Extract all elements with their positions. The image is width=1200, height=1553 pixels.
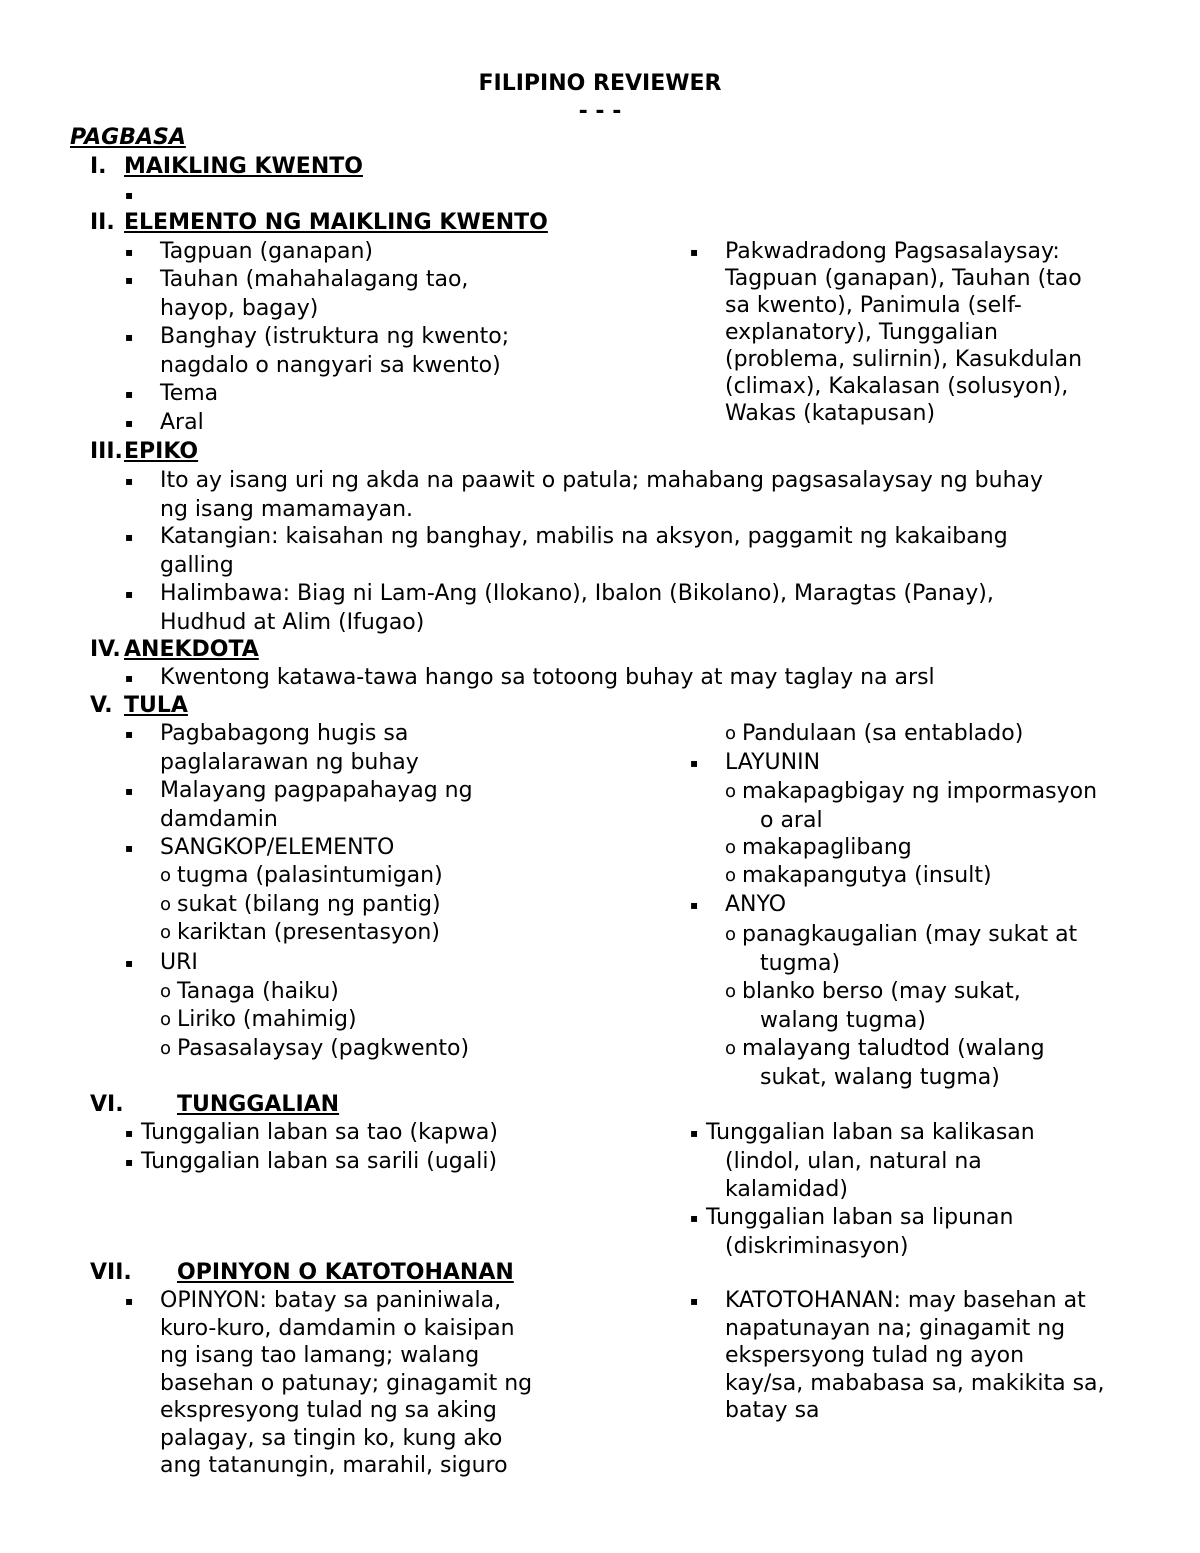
- bullet-icon: ▪: [690, 1294, 699, 1308]
- sub-list-item: Pandulaan (sa entablado): [742, 721, 1024, 746]
- bullet-icon: ▪: [125, 841, 134, 855]
- circle-bullet-icon: o: [160, 1038, 172, 1059]
- circle-bullet-icon: o: [725, 781, 737, 802]
- sub-list-item: kariktan (presentasyon): [177, 920, 440, 945]
- section-number-6: VI.: [90, 1092, 124, 1117]
- bullet-icon: ▪: [125, 1155, 134, 1169]
- bullet-icon: ▪: [690, 245, 699, 259]
- title-separator: - - -: [578, 99, 622, 124]
- list-item: Tunggalian laban sa sarili (ugali): [141, 1149, 498, 1174]
- bullet-icon: ▪: [125, 671, 134, 685]
- document-title: FILIPINO REVIEWER: [478, 71, 722, 96]
- bullet-icon: ▪: [690, 1211, 699, 1225]
- list-item: Tunggalian laban sa kalikasan (lindol, ulan, natural na kalamidad): [706, 1120, 1035, 1202]
- bullet-icon: ▪: [690, 898, 699, 912]
- heading-maikling-kwento: MAIKLING KWENTO: [124, 154, 363, 179]
- section-number-5: V.: [90, 693, 113, 718]
- list-item: ANYO: [725, 892, 787, 917]
- list-item: OPINYON: batay sa paniniwala, kuro-kuro, damdamin o kaisipan ng isang tao lamang; walang basehan o patunay; ginagamit ng ekspresyong tulad ng sa aking palagay, sa tingin ko, kung ako ang tatanungin, marahil, siguro: [160, 1288, 533, 1478]
- bullet-icon: ▪: [125, 1294, 134, 1308]
- section-number-4: IV.: [90, 637, 121, 662]
- empty-bullet: ▪: [125, 188, 134, 202]
- circle-bullet-icon: o: [160, 894, 172, 915]
- bullet-icon: ▪: [125, 387, 134, 401]
- sub-list-item: sukat (bilang ng pantig): [177, 892, 441, 917]
- list-item: KATOTOHANAN: may basehan at napatunayan na; ginagamit ng ekspersyong tulad ng ayon kay/sa, mababasa sa, makikita sa, batay sa: [725, 1288, 1105, 1423]
- circle-bullet-icon: o: [725, 924, 737, 945]
- sub-list-item: panagkaugalian (may sukat at tugma): [742, 922, 1078, 976]
- sub-list-item: makapagbigay ng impormasyon o aral: [742, 779, 1098, 833]
- sub-list-item: Pasasalaysay (pagkwento): [177, 1036, 470, 1061]
- heading-anekdota: ANEKDOTA: [124, 637, 259, 662]
- bullet-icon: ▪: [125, 245, 134, 259]
- sub-list-item: Tanaga (haiku): [177, 979, 339, 1004]
- bullet-icon: ▪: [125, 727, 134, 741]
- bullet-icon: ▪: [690, 756, 699, 770]
- circle-bullet-icon: o: [725, 837, 737, 858]
- heading-tunggalian: TUNGGALIAN: [177, 1092, 340, 1117]
- sub-list-item: Liriko (mahimig): [177, 1007, 357, 1032]
- circle-bullet-icon: o: [725, 1038, 737, 1059]
- sub-list-item: blanko berso (may sukat, walang tugma): [742, 979, 1021, 1033]
- section-number-1: I.: [90, 154, 107, 179]
- list-item: Pagbabagong hugis sa paglalarawan ng buhay: [160, 721, 419, 775]
- circle-bullet-icon: o: [725, 865, 737, 886]
- list-item: Aral: [160, 410, 204, 435]
- bullet-icon: ▪: [125, 530, 134, 544]
- heading-epiko: EPIKO: [124, 439, 199, 464]
- list-item: Katangian: kaisahan ng banghay, mabilis na aksyon, paggamit ng kakaibang galling: [160, 524, 1008, 578]
- list-item: Tunggalian laban sa lipunan (diskriminasyon): [706, 1205, 1014, 1259]
- bullet-icon: ▪: [125, 330, 134, 344]
- section-number-7: VII.: [90, 1260, 132, 1285]
- list-item: URI: [160, 950, 198, 975]
- bullet-icon: ▪: [125, 587, 134, 601]
- list-item: Tauhan (mahahalagang tao, hayop, bagay): [160, 267, 469, 321]
- sub-list-item: makapangutya (insult): [742, 863, 992, 888]
- bullet-icon: ▪: [125, 416, 134, 430]
- section-number-3: III.: [90, 439, 123, 464]
- heading-opinyon: OPINYON O KATOTOHANAN: [177, 1260, 514, 1285]
- bullet-icon: ▪: [125, 784, 134, 798]
- heading-tula: TULA: [124, 693, 188, 718]
- list-item: LAYUNIN: [725, 750, 821, 775]
- circle-bullet-icon: o: [725, 723, 737, 744]
- list-item: Kwentong katawa-tawa hango sa totoong buhay at may taglay na arsl: [160, 665, 935, 690]
- bullet-icon: ▪: [125, 956, 134, 970]
- circle-bullet-icon: o: [160, 922, 172, 943]
- list-item: Tunggalian laban sa tao (kapwa): [141, 1120, 498, 1145]
- list-item: Tagpuan (ganapan): [160, 239, 373, 264]
- bullet-icon: ▪: [690, 1126, 699, 1140]
- list-item: Halimbawa: Biag ni Lam-Ang (Ilokano), Ibalon (Bikolano), Maragtas (Panay), Hudhud at Alim (Ifugao): [160, 581, 994, 635]
- list-item: Banghay (istruktura ng kwento; nagdalo o nangyari sa kwento): [160, 324, 510, 378]
- list-item: Ito ay isang uri ng akda na paawit o patula; mahabang pagsasalaysay ng buhay ng isang mamamayan.: [160, 468, 1044, 522]
- list-item: Tema: [160, 381, 219, 406]
- circle-bullet-icon: o: [160, 865, 172, 886]
- circle-bullet-icon: o: [725, 981, 737, 1002]
- section-heading-pagbasa: PAGBASA: [70, 125, 186, 150]
- bullet-icon: ▪: [125, 474, 134, 488]
- list-item: SANGKOP/ELEMENTO: [160, 835, 395, 860]
- list-item: Malayang pagpapahayag ng damdamin: [160, 778, 473, 832]
- heading-elemento: ELEMENTO NG MAIKLING KWENTO: [124, 210, 548, 235]
- bullet-icon: ▪: [125, 1126, 134, 1140]
- circle-bullet-icon: o: [160, 1009, 172, 1030]
- sub-list-item: makapaglibang: [742, 835, 912, 860]
- section-number-2: II.: [90, 210, 115, 235]
- bullet-icon: ▪: [125, 273, 134, 287]
- sub-list-item: malayang taludtod (walang sukat, walang tugma): [742, 1036, 1045, 1090]
- sub-list-item: tugma (palasintumigan): [177, 863, 443, 888]
- list-item: Pakwadradong Pagsasalaysay: Tagpuan (ganapan), Tauhan (tao sa kwento), Panimula (self- explanatory), Tunggalian (problema, sulirnin), Kasukdulan (climax), Kakalasan (solusyon), Wakas (katapusan): [725, 239, 1083, 426]
- circle-bullet-icon: o: [160, 981, 172, 1002]
